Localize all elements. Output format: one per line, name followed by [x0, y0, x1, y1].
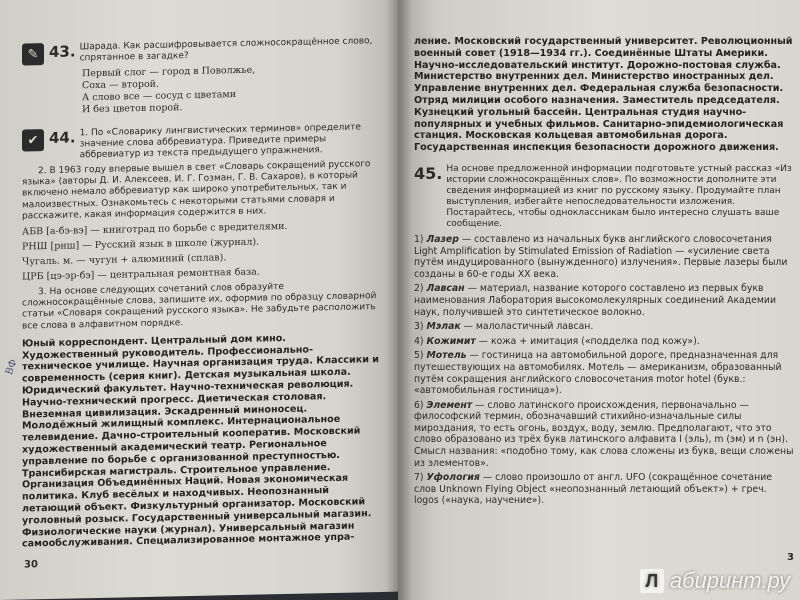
- exercise-44-number: 44.: [49, 128, 76, 147]
- exercise-45-text: На основе предложенной информации подготовьте устный рассказ «Из истории сложносокращённых слов». По возможности дополните эти сведения информацией из книг по русскому языку. Продумайте план выступления, избегайте непоследовательности изложения. Постарайтесь, чтобы одноклассникам было интересно слушать ваше сообщение.: [446, 163, 792, 229]
- list-item: 7) Уфология — слово произошло от англ. UFO (сокращённое сочетание слов Unknown Flying Object «неопознанный летающий объект») + греч. logos («наука, научение»).: [414, 472, 772, 507]
- left-page-number: 30: [24, 559, 38, 571]
- handwritten-margin-note: ВФ: [3, 358, 20, 377]
- word-combinations-continued: ление. Московский государственный университет. Революционный военный совет (1918—1934 гг.). Соединённые Штаты Америки. Научно-исследовательский институт. Дорожно-постовая служба. Министерство внутренних дел. Министерство иностранных дел. Управление внутренних дел. Федеральная служба безопасности. Отряд милиции особого назначения. Заместитель председателя. Кузнецкий угольный бассейн. Центральная студия научно-популярных и учебных фильмов. Санитарно-эпидемиологическая станция. Московская кольцевая автомобильная дорога. Государственная инспекция безопасности дорожного движения.: [414, 36, 793, 154]
- list-item: 5) Мотель — гостиница на автомобильной дороге, предназначенная для путешествующих на автомобилях. Мотель — американизм, образованный путём сокращения английского словосочетания motor hotel (букв.: «автомобильная гостиница»).: [414, 350, 782, 397]
- book-check-icon: ✔: [22, 129, 44, 151]
- list-item: 2) Лавсан — материал, название которого составлено из первых букв наименования Лаборатория высокомолекулярных соединений Академии наук, получившей это синтетическое волокно.: [414, 283, 777, 318]
- riddle-verse: [82, 62, 380, 116]
- right-page: [398, 0, 800, 600]
- exercise-45-number: 45.: [414, 163, 443, 183]
- exercise-44-part-2: 2. В 1963 году впервые вышел в свет «Словарь сокращений русского языка» (авторы Д. И. Алексеев, И. Г. Гозман, Г. В. Сахаров), в который включено немало аббревиатур как широко употребительных, так и малоизвестных. Ознакомьтесь с некоторыми статьями словаря и расскажите, какая информация содержится в них.: [22, 159, 371, 222]
- list-item: 6) Элемент — слово латинского происхождения, первоначально — философский термин, обозначавший стихийно-изначальные силы мироздания, то есть огонь, воздух, воду, землю. Предполагают, что это слово образовано из трёх букв латинского алфавита l (эль), m (эм) и n (эн). Смысл названия: «подобно тому, как слова сложены из букв, вещи сложены из элементов».: [414, 399, 794, 469]
- verse-line: Соха — второй.: [82, 78, 160, 92]
- list-item: 4) Кожимит — кожа + имитация («подделка под кожу»).: [414, 335, 700, 347]
- word-combinations-text: Юный корреспондент. Центральный дом кино. Художественный руководитель. Профессионально-техническое училище. Научная организация труда. Классики и современность (серия книг). Детская музыкальная школа. Юридический факультет. Научно-техническая революция. Научно-технический прогресс. Диетическая столовая. Внеземная цивилизация. Эскадренный миноносец. Молодёжный жилищный комплекс. Интернациональное телевидение. Дачно-строительный кооператив. Московский художественный академический театр. Региональное управление по борьбе с организованной преступностью. Трансибирская магистраль. Строительное управление. Организация Объединённых Наций. Новая экономическая политика. Клуб весёлых и находчивых. Неопознанный летающий объект. Физкультурный организатор. Московский уголовный розыск. Государственный универсальный магазин. Физиологические науки (журнал). Универсальный магазин самообслуживания. Специализированное монтажное упра-: [22, 332, 379, 550]
- verse-line: И без цветов порой.: [82, 102, 183, 116]
- list-item: 1) Лазер — составлено из начальных букв английского словосочетания Light Amplification by Stimulated Emission of Radiation — «усиление света путём индуцированного (вынужденного) излучения». Первые лазеры были созданы в 60-е годы XX века.: [414, 233, 788, 280]
- word-history-list: [414, 234, 794, 507]
- exercise-43: [22, 36, 380, 65]
- watermark-text: абиринт.ру: [669, 568, 790, 593]
- right-page-number: 3: [787, 552, 794, 563]
- verse-line: А слово все — сосуд с цветами: [82, 89, 237, 104]
- abbreviation-entry: ЦРБ [цэ-эр-бэ] — центральная ремонтная база.: [22, 266, 260, 283]
- exercise-44-text: 1. По «Словарику лингвистических терминов» определите значение слова аббревиатура. Приведите примеры аббревиатур из текста предыдущего упражнения.: [79, 122, 361, 161]
- abbreviation-entry: АБВ [а-бэ-вэ] — книготрад по борьбе с вредителями.: [22, 220, 288, 238]
- abbreviation-list: [22, 219, 380, 283]
- exercise-44: [22, 122, 380, 162]
- left-page: [0, 0, 398, 600]
- abbreviation-entry: Чугаль. м. — чугун + алюминий (сплав).: [22, 252, 227, 268]
- exercise-45: [414, 164, 794, 230]
- verse-line: Первый слог — город в Поволжье,: [82, 64, 256, 80]
- exercise-44-part-3: 3. На основе следующих сочетаний слов образуйте сложносокращённые слова, запишите их, оформив по образцу словарной статьи «Словаря сокращений русского языка». Не забудьте расположить все слова в алфавитном порядке.: [22, 282, 377, 332]
- puzzle-icon: ✎: [22, 43, 44, 65]
- abbreviation-entry: РНШ [рнш] — Русский язык в школе (журнал).: [22, 236, 260, 253]
- exercise-43-number: 43.: [49, 42, 76, 61]
- labirint-watermark: [640, 568, 790, 594]
- left-page-content: [22, 32, 380, 551]
- labirint-logo-icon: Л: [640, 569, 664, 593]
- book-gutter: [386, 0, 412, 600]
- exercise-43-text: Шарада. Как расшифровывается сложносокращённое слово, спрятанное в загадке?: [79, 36, 373, 64]
- list-item: 3) Мэлак — малоластичный лавсан.: [414, 321, 594, 333]
- right-page-content: [414, 36, 794, 510]
